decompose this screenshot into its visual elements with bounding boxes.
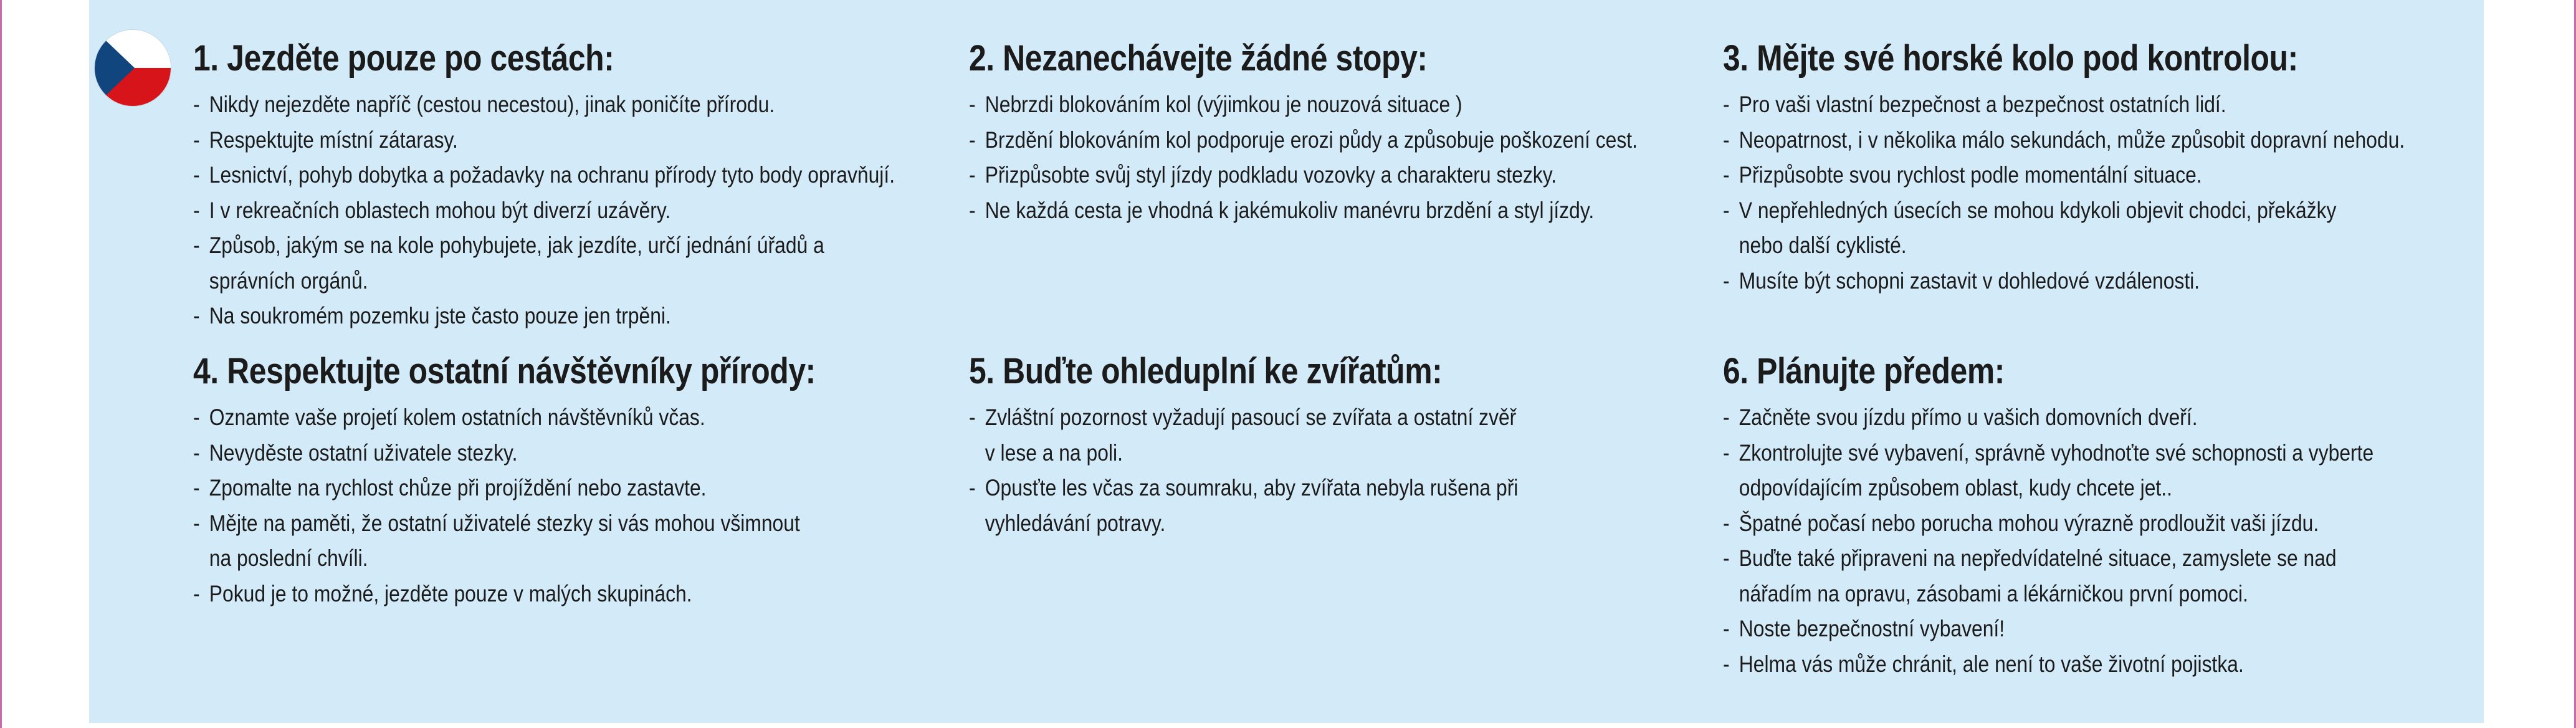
section-title: 4. Respektujte ostatní návštěvníky přírody: [193, 351, 816, 391]
section-leave-no-trace [969, 36, 1717, 228]
rule-item: - Přizpůsobte svůj styl jízdy podkladu vozovky a charakteru stezky. [969, 158, 1731, 193]
rule-list [193, 400, 960, 611]
rule-list [193, 87, 960, 334]
rule-item: - Pro vaši vlastní bezpečnost a bezpečnost ostatních lidí. [1723, 87, 2497, 123]
rule-list [1723, 87, 2483, 299]
rule-item: - Neopatrnost, i v několika málo sekundách, může způsobit dopravní nehodu. [1723, 123, 2497, 158]
section-title: 5. Buďte ohleduplní ke zvířatům: [969, 351, 1443, 391]
rule-item: - Musíte být schopni zastavit v dohledové vzdálenosti. [1723, 264, 2497, 299]
rule-item: - Respektujte místní zátarasy. [193, 123, 974, 158]
section-title: 1. Jezděte pouze po cestách: [193, 38, 614, 79]
rule-list [969, 400, 1717, 541]
rule-item: - Začněte svou jízdu přímo u vašich domovních dveří. [1723, 400, 2497, 436]
section-respect-visitors [193, 349, 960, 611]
rule-item: - Pokud je to možné, jezděte pouze v malých skupinách. [193, 577, 974, 612]
rule-item: - I v rekreačních oblastech mohou být diverzí uzávěry. [193, 193, 974, 229]
rule-item: - Ne každá cesta je vhodná k jakémukoliv manévru brzdění a styl jízdy. [969, 193, 1731, 229]
section-plan-ahead [1723, 349, 2483, 682]
rule-list [1723, 400, 2483, 682]
rule-item: - Na soukromém pozemku jste často pouze jen trpěni. [193, 299, 974, 334]
section-respect-animals [969, 349, 1717, 541]
rule-item: - V nepřehledných úsecích se mohou kdykoli objevit chodci, překážky nebo další cyklisté. [1723, 193, 2497, 264]
section-title: 3. Mějte své horské kolo pod kontrolou: [1723, 38, 2298, 79]
rule-item: - Lesnictví, pohyb dobytka a požadavky na ochranu přírody tyto body opravňují. [193, 158, 974, 193]
rule-item: - Oznamte vaše projetí kolem ostatních návštěvníků včas. [193, 400, 974, 436]
left-edge-line [0, 0, 2, 728]
rule-item: - Přizpůsobte svou rychlost podle momentální situace. [1723, 158, 2497, 193]
section-title: 6. Plánujte předem: [1723, 351, 2005, 391]
section-ride-on-trails [193, 36, 960, 334]
rule-list [969, 87, 1717, 228]
rule-item: - Brzdění blokováním kol podporuje erozi půdy a způsobuje poškození cest. [969, 123, 1731, 158]
section-bike-control [1723, 36, 2483, 299]
czech-flag-icon [95, 30, 171, 106]
rule-item: - Mějte na paměti, že ostatní uživatelé stezky si vás mohou všimnout na poslední chvíli. [193, 506, 974, 577]
rule-item: - Špatné počasí nebo porucha mohou výrazně prodloužit vaši jízdu. [1723, 506, 2497, 542]
rule-item: - Zvláštní pozornost vyžadují pasoucí se zvířata a ostatní zvěř v lese a na poli. [969, 400, 1731, 471]
rule-item: - Způsob, jakým se na kole pohybujete, jak jezdíte, určí jednání úřadů a správních orgánů. [193, 228, 974, 299]
rule-item: - Zpomalte na rychlost chůze při projíždění nebo zastavte. [193, 471, 974, 506]
rule-item: - Nevyděste ostatní uživatele stezky. [193, 436, 974, 471]
rule-item: - Zkontrolujte své vybavení, správně vyhodnoťte své schopnosti a vyberte odpovídajícím způsobem oblast, kudy chcete jet.. [1723, 436, 2497, 506]
rule-item: - Opusťte les včas za soumraku, aby zvířata nebyla rušena při vyhledávání potravy. [969, 471, 1731, 541]
section-title: 2. Nezanechávejte žádné stopy: [969, 38, 1428, 79]
rule-item: - Helma vás může chránit, ale není to vaše životní pojistka. [1723, 647, 2497, 682]
rule-item: - Nebrzdi blokováním kol (výjimkou je nouzová situace ) [969, 87, 1731, 123]
rule-item: - Buďte také připraveni na nepředvídatelné situace, zamyslete se nad nářadím na opravu, zásobami a lékárničkou první pomoci. [1723, 541, 2497, 611]
rule-item: - Noste bezpečnostní vybavení! [1723, 611, 2497, 647]
rule-item: - Nikdy nejezděte napříč (cestou necestou), jinak poničíte přírodu. [193, 87, 974, 123]
